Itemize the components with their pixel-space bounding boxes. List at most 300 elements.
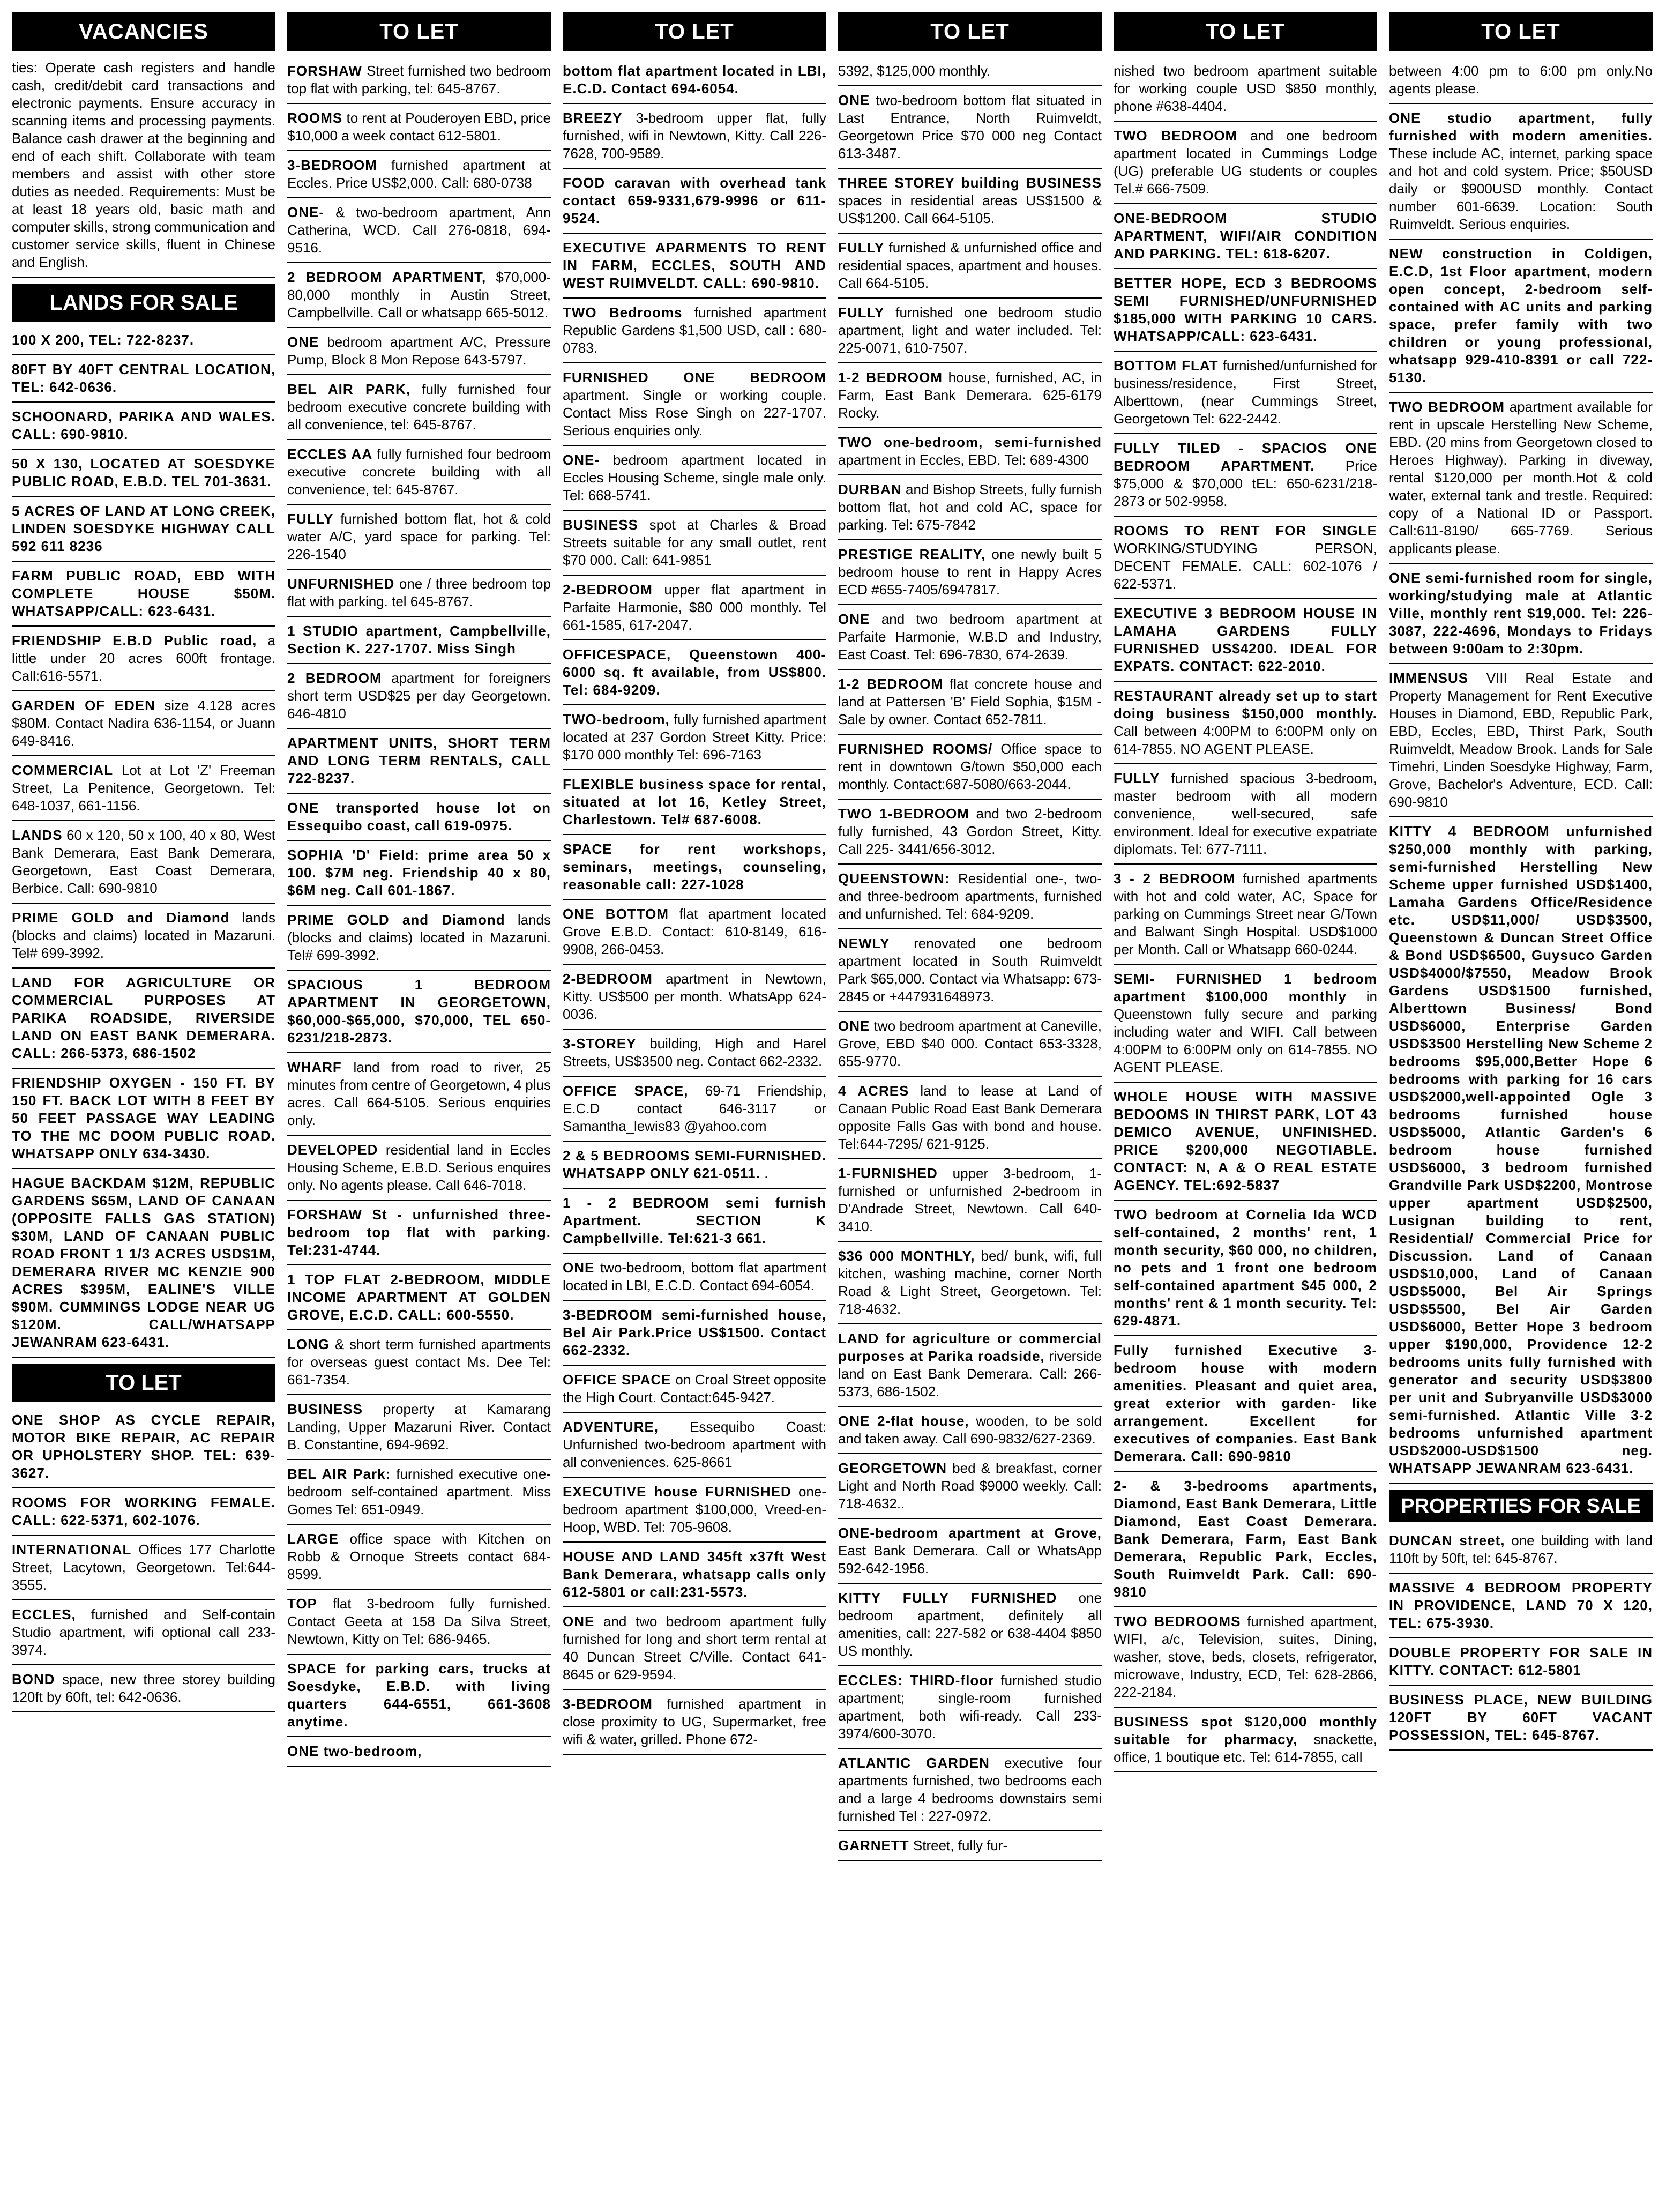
classified-ad <box>563 1189 826 1254</box>
ad-body: apartment available for rent in upscale Herstelling New Scheme, EBD. (20 mins from Georgetown closed to Heroes Highway). Parking in diveway, rental $120,000 per month.Hot & cold water, external tank and trestle. Required: copy of a National ID or Passport. Call:611-8190/ 665-7769. Serious applicants please. <box>1389 399 1653 556</box>
section-header-properties-for-sale: PROPERTIES FOR SALE <box>1389 1490 1653 1522</box>
ad-lead: FULLY <box>838 304 885 321</box>
classified-ad <box>838 1584 1102 1666</box>
ad-body: lands (blocks and claims) located in Mazaruni. Tel# 699-3992. <box>287 912 551 963</box>
ad-body: lands (blocks and claims) located in Mazaruni. Tel# 699-3992. <box>12 910 275 961</box>
ad-body: two-bedroom bottom flat situated in Last Entrance, North Ruimveldt, Georgetown Price $70 000 neg Contact 613-3487. <box>838 92 1102 161</box>
classified-ad <box>287 57 551 104</box>
ad-lead: ATLANTIC GARDEN <box>838 1755 990 1771</box>
ad-body: furnished bottom flat, hot & cold water A/C, yard space for parking. Tel: 226-1540 <box>287 511 551 562</box>
classified-ad <box>838 540 1102 605</box>
ad-lead: ECCLES: THIRD-floor <box>838 1672 995 1688</box>
ad-body: 3-bedroom upper flat, fully furnished, wifi in Newtown, Kitty. Call 226-7628, 700-9589. <box>563 110 826 161</box>
ads-list <box>1114 57 1377 1772</box>
classified-ad <box>838 865 1102 929</box>
classified-ad <box>1114 764 1377 865</box>
classified-ad <box>563 57 826 104</box>
ad-lead: BETTER HOPE, ECD 3 BEDROOMS SEMI FURNISHED/UNFURNISHED $185,000 WITH PARKING 10 CARS. WHATSAPP/CALL: 623-6431. <box>1114 275 1377 344</box>
ad-lead: ROOMS <box>287 110 343 126</box>
classified-ad <box>838 1012 1102 1077</box>
ad-lead: ROOMS TO RENT FOR SINGLE <box>1114 523 1377 539</box>
ad-body: fully furnished apartment located at 237 Gordon Street Kitty. Price: $170 000 monthly Tel: 696-7163 <box>563 711 826 763</box>
ad-body: furnished and Self-contain Studio apartment, wifi optional call 233-3974. <box>12 1606 275 1658</box>
classified-ad <box>287 906 551 971</box>
ad-body: bed & breakfast, corner Light and North Road $9000 weekly. Call: 718-4632.. <box>838 1460 1102 1511</box>
ad-body: furnished/unfurnished for business/residence, First Street, Alberttown, (near Cummings Street, Georgetown Tel: 622-2442. <box>1114 358 1377 427</box>
ad-body: in Queenstown fully secure and parking including water and WIFI. Call between 4:00PM to 6:00PM only on 614-7855. NO AGENT PLEASE. <box>1114 988 1377 1075</box>
ad-body: one building with land 110ft by 50ft, tel: 645-8767. <box>1389 1532 1653 1566</box>
ad-body: upper 3-bedroom, 1-furnished or unfurnished 2-bedroom in D'Andrade Street, Newtown. Call 640-3410. <box>838 1165 1102 1234</box>
ad-lead: TWO BEDROOMS <box>1114 1613 1241 1629</box>
ad-lead: WHARF <box>287 1059 342 1075</box>
ad-lead: TWO 1-BEDROOM <box>838 806 970 822</box>
classified-ad <box>563 1077 826 1142</box>
ad-lead: ONE-BEDROOM STUDIO APARTMENT, WIFI/AIR CONDITION AND PARKING. TEL: 618-6207. <box>1114 210 1377 262</box>
ad-body: furnished spacious 3-bedroom, master bedroom with all modern convenience, well-secured, safe environment. Ideal for executive expatriate diplomats. Tel: 677-7111. <box>1114 770 1377 857</box>
ad-lead: 2- & 3-bedrooms apartments, Diamond, East Bank Demerara, Little Diamond, East Coast Demerara. Bank Demerara, Farm, East Bank Demerara, Republic Park, Eccles, South Ruimveldt Park. Call: 690-9810 <box>1114 1478 1377 1600</box>
ad-body: & short term furnished apartments for overseas guest contact Ms. Dee Tel: 661-7354. <box>287 1336 551 1388</box>
classified-ad <box>838 475 1102 540</box>
ad-lead: ONE <box>838 611 870 627</box>
section-header-to-let: TO LET <box>1114 12 1377 51</box>
ad-body: & two-bedroom apartment, Ann Catherina, WCD. Call 276-0818, 694-9516. <box>287 204 551 256</box>
classified-ad <box>838 86 1102 169</box>
ad-lead: TWO-bedroom, <box>563 711 670 727</box>
ad-body: a little under 20 acres 600ft frontage. Call:616-5571. <box>12 632 275 684</box>
ad-lead: APARTMENT UNITS, SHORT TERM AND LONG TERM RENTALS, CALL 722-8237. <box>287 735 551 786</box>
ad-lead: GARDEN OF EDEN <box>12 697 155 713</box>
ad-lead: ONE semi-furnished room for single, working/studying male at Atlantic Ville, monthly rent $19,000. Tel: 226-3087, 222-4696, Mondays to Fridays between 9:00am to 2:30pm. <box>1389 570 1653 657</box>
ad-lead: ONE <box>838 92 870 108</box>
classified-ad <box>838 1324 1102 1407</box>
ad-body: East Bank Demerara. Call or WhatsApp 592-642-1956. <box>838 1543 1102 1576</box>
classified-ad <box>12 403 275 450</box>
ad-lead: 2 & 5 BEDROOMS SEMI-FURNISHED. WHATSAPP ONLY 621-0511. <box>563 1148 826 1181</box>
ad-body: Essequibo Coast: Unfurnished two-bedroom apartment with all conveniences. 625-8661 <box>563 1419 826 1470</box>
ad-body: office space with Kitchen on Robb & Ornoque Streets contact 684-8599. <box>287 1531 551 1582</box>
ad-lead: COMMERCIAL <box>12 762 114 778</box>
classified-ad <box>12 562 275 627</box>
ad-lead: 1-2 BEDROOM <box>838 676 944 692</box>
classified-ad <box>1389 393 1653 564</box>
classified-ad <box>838 605 1102 670</box>
ad-lead: ONE <box>838 1018 870 1034</box>
classified-ad <box>287 1053 551 1136</box>
section-header-to-let: TO LET <box>287 12 551 51</box>
classified-ad <box>838 800 1102 865</box>
classified-ad <box>287 1201 551 1265</box>
ad-lead: ROOMS FOR WORKING FEMALE. CALL: 622-5371, 602-1076. <box>12 1494 275 1528</box>
ad-lead: ONE <box>287 334 319 350</box>
ad-lead: 50 X 130, LOCATED AT SOESDYKE PUBLIC ROAD, E.B.D. TEL 701-3631. <box>12 456 275 489</box>
classified-ad <box>563 363 826 446</box>
classified-ad <box>1114 1201 1377 1336</box>
ad-body: and two 2-bedroom fully furnished, 43 Gordon Street, Kitty. Call 225- 3441/656-3012. <box>838 806 1102 857</box>
classified-ad <box>12 969 275 1069</box>
classified-ad <box>287 263 551 328</box>
ad-lead: LONG <box>287 1336 330 1352</box>
ads-list <box>563 57 826 1755</box>
ad-body: two-bedroom, bottom flat apartment located in LBI, E.C.D. Contact 694-6054. <box>563 1260 826 1293</box>
classified-ad <box>838 1159 1102 1242</box>
ad-body: 60 x 120, 50 x 100, 40 x 80, West Bank Demerara, East Bank Demerara, Georgetown, East Coast Demerara, Berbice. Call: 690-9810 <box>12 827 275 896</box>
ad-lead: SOPHIA 'D' Field: prime area 50 x 100. $7M neg. Friendship 40 x 80, $6M neg. Call 601-1867. <box>287 847 551 898</box>
ad-lead: EXECUTIVE APARMENTS TO RENT IN FARM, ECCLES, SOUTH AND WEST RUIMVELDT. CALL: 690-9810. <box>563 240 826 291</box>
ad-lead: TWO one-bedroom, semi-furnished <box>838 434 1102 450</box>
ad-body: bedroom apartment A/C, Pressure Pump, Block 8 Mon Repose 643-5797. <box>287 334 551 368</box>
classified-ad <box>1114 1083 1377 1201</box>
classified-ad <box>287 841 551 906</box>
classified-ad <box>287 1265 551 1330</box>
classified-ad <box>287 1737 551 1767</box>
section-header-vacancies: VACANCIES <box>12 12 275 51</box>
ad-body: WORKING/STUDYING PERSON, DECENT FEMALE. CALL: 602-1076 / 622-5371. <box>1114 540 1377 592</box>
classified-ad <box>12 1665 275 1712</box>
ad-lead: SEMI- FURNISHED 1 bedroom apartment $100,000 monthly <box>1114 971 1377 1004</box>
ad-body: building, High and Harel Streets, US$3500 neg. Contact 662-2332. <box>563 1036 826 1069</box>
ad-body: one newly built 5 bedroom house to rent in Happy Acres ECD #655-7405/6947817. <box>838 546 1102 598</box>
classified-ad <box>1114 865 1377 965</box>
ad-lead: 3-BEDROOM <box>563 1696 653 1712</box>
classified-ad <box>563 1543 826 1607</box>
classified-ad <box>12 1600 275 1665</box>
classified-ad <box>1114 965 1377 1083</box>
classified-ad <box>1389 1686 1653 1751</box>
ad-lead: UNFURNISHED <box>287 576 395 592</box>
classified-ad <box>563 705 826 770</box>
ad-lead: HAGUE BACKDAM $12M, REPUBLIC GARDENS $65M, LAND OF CANAAN (OPPOSITE FALLS GAS STATION) $30M, LAND OF CANAAN PUBLIC ROAD FRONT 1 1/3 ACRES USD$1M, DEMERARA RIVER MC KENZIE 900 ACRES $395M, EALINE'S VILLE $90M. CUMMINGS LODGE NEAR UG $120M. CALL/WHATSAPP JEWANRAM 623-6431. <box>12 1175 275 1350</box>
ad-lead: GEORGETOWN <box>838 1460 947 1476</box>
classified-ad <box>563 1142 826 1189</box>
ad-lead: ONE 2-flat house, <box>838 1413 969 1429</box>
ad-lead: FULLY <box>287 511 334 527</box>
ad-lead: ONE two-bedroom, <box>287 1743 422 1759</box>
ad-body: furnished & unfurnished office and residential spaces, apartment and houses. Call 664-5105. <box>838 240 1102 291</box>
ad-body: . <box>764 1165 768 1181</box>
ad-lead: LAND for agriculture or commercial purposes at Parika roadside, <box>838 1330 1102 1364</box>
ad-body: two bedroom apartment at Caneville, Grove, EBD $40 000. Contact 653-3328, 655-9770. <box>838 1018 1102 1069</box>
classified-ad <box>12 1536 275 1600</box>
ad-lead: TWO BEDROOM <box>1389 399 1505 415</box>
ad-body: upper flat apartment in Parfaite Harmonie, $80 000 monthly. Tel 661-1585, 617-2047. <box>563 582 826 633</box>
ad-lead: BUSINESS <box>287 1401 363 1417</box>
ad-lead: FURNISHED ONE BEDROOM <box>563 369 826 385</box>
ad-lead: OFFICE SPACE, <box>563 1083 689 1099</box>
classified-ad <box>838 929 1102 1012</box>
classified-ad <box>1389 817 1653 1484</box>
ad-body: furnished executive one-bedroom self-contained apartment. Miss Gomes Tel: 651-0949. <box>287 1466 551 1517</box>
classified-ad <box>287 1330 551 1395</box>
ad-lead: 3-BEDROOM <box>287 157 377 173</box>
ad-body: 69-71 Friendship, E.C.D contact 646-3117 or Samantha_lewis83 @yahoo.com <box>563 1083 826 1134</box>
classified-ad <box>1114 269 1377 352</box>
ad-lead: FORSHAW <box>287 63 362 79</box>
ad-body: fully furnished four bedroom executive concrete building with all convenience, tel: 645-8767. <box>287 446 551 497</box>
continued-ad-text: ties: Operate cash registers and handle cash, credit/debit card transactions and electronic payments. Ensure accuracy in scanning items and processing payments. Balance cash drawer at the beginning and end of each shift. Collaborate with team members and assist with other store duties as needed. Requirements: Must be at least 18 years old, basic math and computer skills, strong communication and customer service skills, fluent in Chinese and English. <box>12 57 275 278</box>
ad-body: renovated one bedroom apartment located in South Ruimveldt Park $65,000. Contact via Whatsapp: 673-2845 or +447931648973. <box>838 935 1102 1004</box>
ad-body: one-bedroom apartment $100,000, Vreed-en-Hoop, WBD. Tel: 705-9608. <box>563 1484 826 1535</box>
classified-ad <box>1389 104 1653 240</box>
ad-lead: SPACE for rent workshops, seminars, meetings, counseling, reasonable call: 227-1028 <box>563 841 826 892</box>
ad-lead: EXECUTIVE house FURNISHED <box>563 1484 791 1500</box>
ad-body: land to lease at Land of Canaan Public Road East Bank Demerara opposite Falls Gas with bond and house. Tel:644-7295/ 621-9125. <box>838 1083 1102 1152</box>
classified-ad <box>838 1454 1102 1519</box>
ad-lead: TOP <box>287 1596 317 1612</box>
classified-ad <box>563 770 826 835</box>
ad-lead: LANDS <box>12 827 63 843</box>
ad-lead: ONE <box>563 1260 595 1276</box>
ad-body: space, new three storey building 120ft by 60ft, tel: 642-0636. <box>12 1671 275 1705</box>
classified-ad <box>1114 1708 1377 1772</box>
classified-ad <box>563 1607 826 1690</box>
classified-ad <box>563 1478 826 1543</box>
section-header-to-let: TO LET <box>1389 12 1653 51</box>
ad-body: Price $75,000 & $70,000 tEL: 650-6231/218-2873 or 502-9958. <box>1114 458 1377 509</box>
ad-body: on Croal Street opposite the High Court. Contact:645-9427. <box>563 1372 826 1405</box>
ad-body: Offices 177 Charlotte Street, Lacytown, Georgetown. Tel:644-3555. <box>12 1541 275 1593</box>
ad-body: Lot at Lot 'Z' Freeman Street, La Penitence, Georgetown. Tel: 648-1037, 661-1156. <box>12 762 275 814</box>
ad-lead: DURBAN <box>838 481 902 497</box>
ad-body: and Bishop Streets, fully furnish bottom flat, hot and cold AC, space for parking. Tel: 675-7842 <box>838 481 1102 533</box>
ad-lead: GARNETT <box>838 1837 909 1853</box>
ad-lead: PRESTIGE REALITY, <box>838 546 986 562</box>
section-header-lands-for-sale: LANDS FOR SALE <box>12 284 275 322</box>
classified-ad <box>563 1690 826 1755</box>
classified-ad <box>1114 1472 1377 1607</box>
ad-body: house, furnished, AC, in Farm, East Bank Demerara. 625-6179 Rocky. <box>838 369 1102 421</box>
classified-ad <box>287 505 551 570</box>
classified-ad <box>287 1136 551 1201</box>
ad-lead: LARGE <box>287 1531 339 1547</box>
ad-body: Office space to rent in downtown G/town $50,000 each monthly. Contact:687-5080/663-2044. <box>838 741 1102 792</box>
ad-body: bed/ bunk, wifi, full kitchen, washing machine, corner North Road & Light Street, Georgetown. Tel: 718-4632. <box>838 1248 1102 1317</box>
classified-ad <box>287 729 551 794</box>
classified-ad <box>12 326 275 355</box>
ad-lead: FRIENDSHIP E.B.D Public road, <box>12 632 257 649</box>
column-5 <box>1114 12 1377 2201</box>
classified-ad <box>1389 1574 1653 1638</box>
classified-ad <box>287 1460 551 1525</box>
ads-list <box>1389 57 1653 1484</box>
column-3 <box>563 12 826 2201</box>
classified-ad <box>1389 57 1653 104</box>
classified-ad <box>563 1030 826 1077</box>
classified-ad <box>12 1069 275 1169</box>
ad-body: apartment for foreigners short term USD$25 per day Georgetown. 646-4810 <box>287 670 551 721</box>
classified-ad <box>287 1395 551 1460</box>
classified-ad <box>838 1831 1102 1861</box>
ad-lead: ONE SHOP AS CYCLE REPAIR, MOTOR BIKE REPAIR, AC REPAIR OR UPHOLSTERY SHOP. TEL: 639-3627. <box>12 1412 275 1481</box>
column-1 <box>12 12 275 2201</box>
column-4 <box>838 12 1102 2201</box>
ad-lead: bottom flat apartment located in LBI, E.C.D. Contact 694-6054. <box>563 63 826 96</box>
ad-lead: SPACE for parking cars, trucks at Soesdyke, E.B.D. with living quarters 644-6551, 661-3608 anytime. <box>287 1660 551 1730</box>
ad-body: furnished studio apartment; single-room furnished apartment, both wifi-ready. Call 233-3974/600-3070. <box>838 1672 1102 1741</box>
ad-lead: FOOD caravan with overhead tank contact 659-9331,679-9996 or 611-9524. <box>563 175 826 226</box>
ad-body: furnished apartment at Eccles. Price US$2,000. Call: 680-0738 <box>287 157 551 191</box>
ad-lead: DEVELOPED <box>287 1142 378 1158</box>
ad-body: flat concrete house and land at Pattersen 'B' Field Sophia, $15M - Sale by owner. Contact 652-7811. <box>838 676 1102 727</box>
ad-body: furnished apartment Republic Gardens $1,500 USD, call : 680-0783. <box>563 304 826 356</box>
ad-body: Residential one-, two- and three-bedroom apartments, furnished and unfurnished. Tel: 684-9209. <box>838 870 1102 922</box>
column-2 <box>287 12 551 2201</box>
classified-ad <box>838 1749 1102 1831</box>
ad-body: Call between 4:00PM to 6:00PM only on 614-7855. NO AGENT PLEASE. <box>1114 723 1377 757</box>
ad-lead: Fully furnished Executive 3- bedroom house with modern amenities. Pleasant and quiet area, great exterior with garden- like arrangement. Excellent for executives of companies. East Bank Demerara. Call: 690-9810 <box>1114 1342 1377 1464</box>
classified-ad <box>12 1488 275 1536</box>
ad-lead: BEL AIR PARK, <box>287 381 410 397</box>
ad-lead: THREE STOREY building BUSINESS <box>838 175 1102 191</box>
ad-lead: 4 ACRES <box>838 1083 909 1099</box>
column-6 <box>1389 12 1653 2201</box>
ad-body: apartment. Single or working couple. Contact Miss Rose Singh on 227-1707. Serious enquiries only. <box>563 387 826 438</box>
classified-ad <box>12 355 275 403</box>
classified-ad <box>287 328 551 375</box>
ad-lead: 2 BEDROOM APARTMENT, <box>287 269 487 285</box>
classified-ad <box>12 904 275 969</box>
classified-ad <box>563 446 826 511</box>
classified-ad <box>563 104 826 169</box>
classified-ad <box>287 971 551 1053</box>
ad-lead: FRIENDSHIP OXYGEN - 150 FT. BY 150 FT. BACK LOT WITH 8 FEET BY 50 FEET PASSAGE WAY LEADING TO THE MC DOOM PUBLIC ROAD. WHATSAPP ONLY 634-3430. <box>12 1075 275 1161</box>
classified-ad <box>1114 434 1377 517</box>
classified-ad <box>838 1407 1102 1454</box>
classified-ad <box>12 1169 275 1358</box>
ad-lead: BUSINESS spot $120,000 monthly suitable for pharmacy, <box>1114 1714 1377 1747</box>
ad-lead: KITTY FULLY FURNISHED <box>838 1590 1057 1606</box>
ad-body: fully furnished four bedroom executive concrete building with all convenience, tel: 645-8767. <box>287 381 551 433</box>
classified-ad <box>563 900 826 965</box>
classified-ad <box>563 1301 826 1366</box>
ad-lead: FLEXIBLE business space for rental, situated at lot 16, Ketley Street, Charlestown. Tel# 687-6008. <box>563 776 826 828</box>
ad-lead: ONE-bedroom apartment at Grove, <box>838 1525 1102 1541</box>
classified-ad <box>1114 352 1377 434</box>
ad-lead: BUSINESS <box>563 517 638 533</box>
ad-lead: OFFICE SPACE <box>563 1372 671 1388</box>
ad-lead: 5 ACRES OF LAND AT LONG CREEK, LINDEN SOESDYKE HIGHWAY CALL 592 611 8236 <box>12 503 275 554</box>
ad-lead: 1 TOP FLAT 2-BEDROOM, MIDDLE INCOME APARTMENT AT GOLDEN GROVE, E.C.D. CALL: 600-5550. <box>287 1271 551 1323</box>
classified-ad <box>838 1519 1102 1584</box>
classified-ad <box>1114 517 1377 599</box>
ad-lead: 80FT BY 40FT CENTRAL LOCATION, TEL: 642-0636. <box>12 361 275 395</box>
ad-lead: NEW construction in Coldigen, E.C.D, 1st Floor apartment, modern open concept, 2-bedroom self-contained with AC units and parking space, prefer family with two children or young professional, whatsapp 929-410-8391 or call 722-5130. <box>1389 245 1653 385</box>
ad-lead: BOND <box>12 1671 55 1687</box>
ad-lead: FURNISHED ROOMS/ <box>838 741 993 757</box>
ad-body: VIII Real Estate and Property Management for Rent Executive Houses in Diamond, EBD, Republic Park, EBD, Eccles, EBD, Thirst Park, South Ruimveldt, Meadow Brook. Lands for Sale Timehri, Linden Soesdyke Highway, Farm, Grove, Bachelor's Adventure, ECD. Call: 690-9810 <box>1389 670 1653 810</box>
ad-lead: TWO bedroom at Cornelia Ida WCD self-contained, 2 months' rent, 1 month security, $60 000, no children, no pets and 1 front one bedroom self-contained apartment $45 000, 2 months' rent & 1 month security. Tel: 629-4871. <box>1114 1206 1377 1329</box>
classified-ad <box>563 1366 826 1413</box>
classified-ad <box>563 511 826 576</box>
classified-ad <box>1389 1526 1653 1574</box>
classified-ad <box>563 234 826 299</box>
ad-lead: LAND FOR AGRICULTURE OR COMMERCIAL PURPOSES AT PARIKA ROADSIDE, RIVERSIDE LAND ON EAST BANK DEMERARA. CALL: 266-5373, 686-1502 <box>12 974 275 1061</box>
classified-ad <box>838 1077 1102 1159</box>
ad-body: property at Kamarang Landing, Upper Mazaruni River. Contact B. Constantine, 694-9692. <box>287 1401 551 1453</box>
ad-lead: ECCLES AA <box>287 446 373 462</box>
ad-lead: FORSHAW St - unfurnished three-bedroom top flat with parking. Tel:231-4744. <box>287 1206 551 1258</box>
ad-lead: 1-FURNISHED <box>838 1165 938 1181</box>
ad-lead: TWO BEDROOM <box>1114 128 1238 144</box>
ad-lead: ONE- <box>287 204 324 220</box>
ad-lead: 100 X 200, TEL: 722-8237. <box>12 332 195 348</box>
ad-lead: FULLY <box>838 240 885 256</box>
ad-body: furnished apartment in close proximity to UG, Supermarket, free wifi & water, grilled. Phone 672- <box>563 1696 826 1747</box>
classified-ad <box>563 576 826 640</box>
ad-body: flat 3-bedroom fully furnished. Contact Geeta at 158 Da Silva Street, Newtown, Kitty on Tel: 686-9465. <box>287 1596 551 1647</box>
classified-ad <box>287 104 551 151</box>
ads-list-to-let <box>12 1406 275 1712</box>
classified-ad <box>287 151 551 198</box>
ad-body: land from road to river, 25 minutes from centre of Georgetown, 4 plus acres. Call 664-5105. Serious enquiries only. <box>287 1059 551 1128</box>
ad-body: one / three bedroom top flat with parking. tel 645-8767. <box>287 576 551 609</box>
ad-body: $70,000-80,000 monthly in Austin Street, Campbellville. Call or whatsapp 665-5012. <box>287 269 551 321</box>
ad-lead: 3 - 2 BEDROOM <box>1114 870 1236 887</box>
ad-body: snackette, office, 1 boutique etc. Tel: 614-7855, call <box>1114 1731 1377 1765</box>
classified-ad <box>287 664 551 729</box>
section-header-to-let: TO LET <box>12 1364 275 1402</box>
ad-body: wooden, to be sold and taken away. Call 690-9832/627-2369. <box>838 1413 1102 1447</box>
ad-body: spaces in residential areas US$1500 & US$1200. Call 664-5105. <box>838 192 1102 226</box>
classified-ad <box>1114 1336 1377 1472</box>
ad-lead: TWO Bedrooms <box>563 304 683 321</box>
ad-body: Street furnished two bedroom top flat with parking, tel: 645-8767. <box>287 63 551 96</box>
ad-lead: QUEENSTOWN: <box>838 870 950 887</box>
ad-lead: 1 STUDIO apartment, Campbellville, Section K. 227-1707. Miss Singh <box>287 623 551 657</box>
ad-body: These include AC, internet, parking space and hot and cold system. Price; $50USD daily or $900USD monthly. Contact number 601-6639. Location: South Ruimveldt. Serious enquiries. <box>1389 145 1653 232</box>
classified-ad <box>1114 204 1377 269</box>
ad-lead: 2 BEDROOM <box>287 670 382 686</box>
ad-body: one bedroom apartment, definitely all amenities, call: 227-582 or 638-4404 $850 US monthly. <box>838 1590 1102 1659</box>
ad-body: 5392, $125,000 monthly. <box>838 63 991 79</box>
ad-body: Street, fully fur- <box>913 1837 1008 1853</box>
ad-body: riverside land on East Bank Demerara. Call: 266-5373, 686-1502. <box>838 1348 1102 1399</box>
ad-body: furnished apartments with hot and cold water, AC, Space for parking on Cummings Street near G/Town and Balwant Singh Hospital. USD$1000 per Month. Call or Whatsapp 660-0244. <box>1114 870 1377 957</box>
classified-ad <box>838 670 1102 735</box>
classified-ad <box>287 794 551 841</box>
ad-body: and two bedroom apartment at Parfaite Harmonie, W.B.D and Industry, East Coast. Tel: 696-7830, 674-2639. <box>838 611 1102 662</box>
ad-lead: RESTAURANT already set up to start doing business $150,000 monthly. <box>1114 688 1377 721</box>
classified-ad <box>838 234 1102 299</box>
ad-lead: WHOLE HOUSE WITH MASSIVE BEDOOMS IN THIRST PARK, LOT 43 DEMICO AVENUE, UNFINISHED. PRICE $200,000 NEGOTIABLE. CONTACT: N, A & O REAL ESTATE AGENCY. TEL:692-5837 <box>1114 1089 1377 1193</box>
classified-ad <box>12 450 275 497</box>
ad-lead: BUSINESS PLACE, NEW BUILDING 120FT BY 60FT VACANT POSSESSION, TEL: 645-8767. <box>1389 1692 1653 1743</box>
ad-body: spot at Charles & Broad Streets suitable for any small outlet, rent $70 000. Call: 641-9851 <box>563 517 826 568</box>
ad-lead: MASSIVE 4 BEDROOM PROPERTY IN PROVIDENCE, LAND 70 X 120, TEL: 675-3930. <box>1389 1580 1653 1631</box>
ad-body: and one bedroom apartment located in Cummings Lodge (UG) preferable UG students or couples Tel.# 666-7509. <box>1114 128 1377 197</box>
ad-lead: ADVENTURE, <box>563 1419 659 1435</box>
ad-body: flat apartment located Grove E.B.D. Contact: 610-8149, 616-9908, 266-0453. <box>563 906 826 957</box>
ad-lead: FULLY <box>1114 770 1160 786</box>
classified-ad <box>563 835 826 900</box>
classified-ad <box>563 965 826 1030</box>
ad-body: to rent at Pouderoyen EBD, price $10,000 a week contact 612-5801. <box>287 110 551 144</box>
classified-ad <box>838 169 1102 234</box>
ad-lead: 3-BEDROOM semi-furnished house, Bel Air Park.Price US$1500. Contact 662-2332. <box>563 1307 826 1358</box>
section-header-to-let: TO LET <box>563 12 826 51</box>
classified-ad <box>12 691 275 756</box>
ad-lead: ONE studio apartment, fully furnished with modern amenities. <box>1389 110 1653 144</box>
ad-lead: PRIME GOLD and Diamond <box>12 910 230 926</box>
ad-lead: ONE <box>563 1613 595 1629</box>
ad-lead: ONE BOTTOM <box>563 906 669 922</box>
ad-lead: 1-2 BEDROOM <box>838 369 943 385</box>
classified-ad <box>287 1590 551 1655</box>
classified-ad <box>1114 599 1377 682</box>
classified-ad <box>838 299 1102 363</box>
classified-ad <box>838 1242 1102 1324</box>
ad-lead: SCHOONARD, PARIKA AND WALES. CALL: 690-9810. <box>12 408 275 442</box>
classified-ad <box>12 821 275 904</box>
